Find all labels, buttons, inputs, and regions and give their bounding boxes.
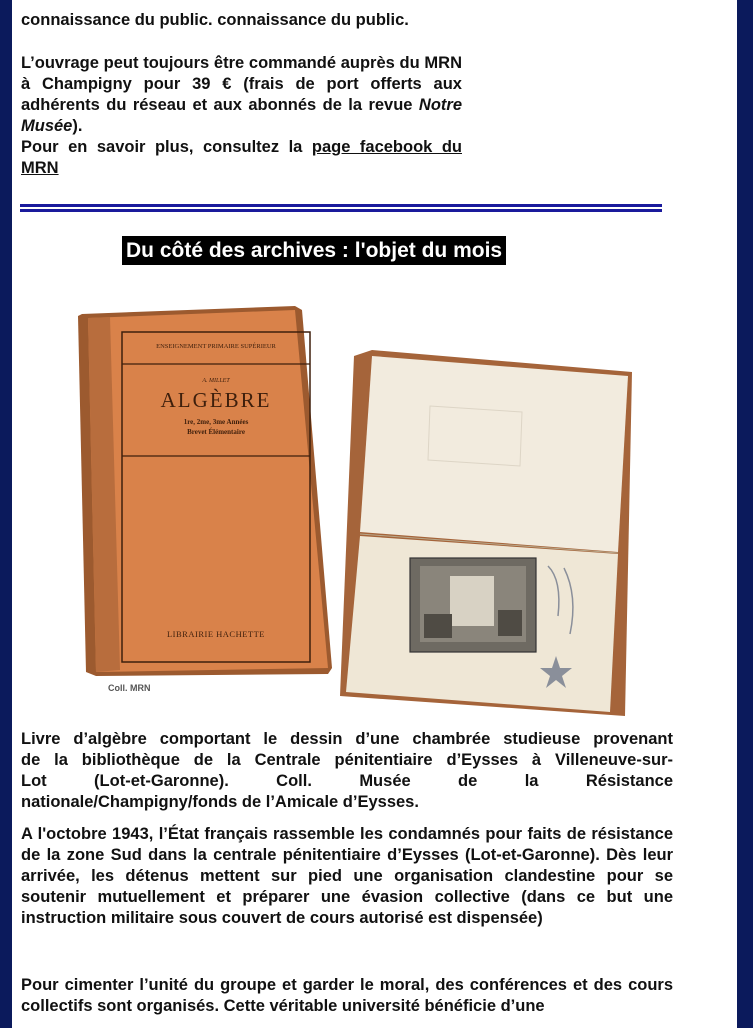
caption-line: Lot (Lot-et-Garonne). Coll. Musée de la Résistance bbox=[21, 772, 673, 790]
photo-credit: Coll. MRN bbox=[108, 683, 151, 693]
right-frame bbox=[737, 0, 753, 1028]
section-heading: Du côté des archives : l'objet du mois bbox=[122, 236, 506, 265]
caption-line: Livre d’algèbre comportant le dessin d’une chambrée studieuse provenant bbox=[21, 730, 673, 748]
separator-line bbox=[20, 204, 662, 207]
facebook-link[interactable]: page facebook du MRN bbox=[21, 138, 462, 177]
caption-line: nationale/Champigny/fonds de l’Amicale d’Eysses. bbox=[21, 793, 419, 811]
cover-author: A. MILLET bbox=[202, 378, 230, 384]
order-text-end: ). bbox=[72, 117, 83, 135]
cover-brevet: Brevet Élémentaire bbox=[187, 428, 245, 436]
intro-line: connaissance du public. connaissance du public. bbox=[21, 11, 409, 29]
body-paragraph: Pour cimenter l’unité du groupe et garder le moral, des conférences et des cours collectifs sont organisés. Cette véritable université bénéficie d’une bbox=[21, 976, 673, 1015]
caption-paragraph bbox=[21, 729, 673, 813]
review-title: Notre Musée bbox=[21, 96, 462, 135]
closed-book bbox=[78, 306, 332, 676]
cover-series: ENSEIGNEMENT PRIMAIRE SUPÉRIEUR bbox=[156, 343, 276, 350]
newsletter-page bbox=[12, 0, 737, 1028]
order-text: L’ouvrage peut toujours être commandé auprès du MRN à Champigny pour 39 € (frais de port offerts aux adhérents du réseau et aux abonnés de la revue bbox=[21, 54, 462, 114]
order-paragraph bbox=[21, 53, 462, 179]
body-paragraph: A l'octobre 1943, l’État français rassemble les condamnés pour faits de résistance de la zone Sud dans la centrale pénitentiaire d’Eysses (Lot-et-Garonne). Dès leur arrivée, les détenus mettent sur pied une organisation clandestine pour se soutenir mutuellement et préparer une évasion collective (dans ce but une instruction militaire sous couvert de cours autorisé est dispensée) bbox=[21, 825, 673, 927]
cover-title: ALGÈBRE bbox=[160, 388, 272, 412]
separator-line bbox=[20, 209, 662, 212]
cover-publisher: LIBRAIRIE HACHETTE bbox=[166, 629, 266, 639]
archive-photo bbox=[70, 296, 640, 716]
open-book bbox=[340, 350, 632, 716]
cover-years: 1re, 2me, 3me Années bbox=[183, 418, 249, 426]
caption-line: de la bibliothèque de la Centrale pénitentiaire d’Eysses à Villeneuve-sur- bbox=[21, 751, 673, 769]
more-info-text: Pour en savoir plus, consultez la bbox=[21, 138, 312, 156]
